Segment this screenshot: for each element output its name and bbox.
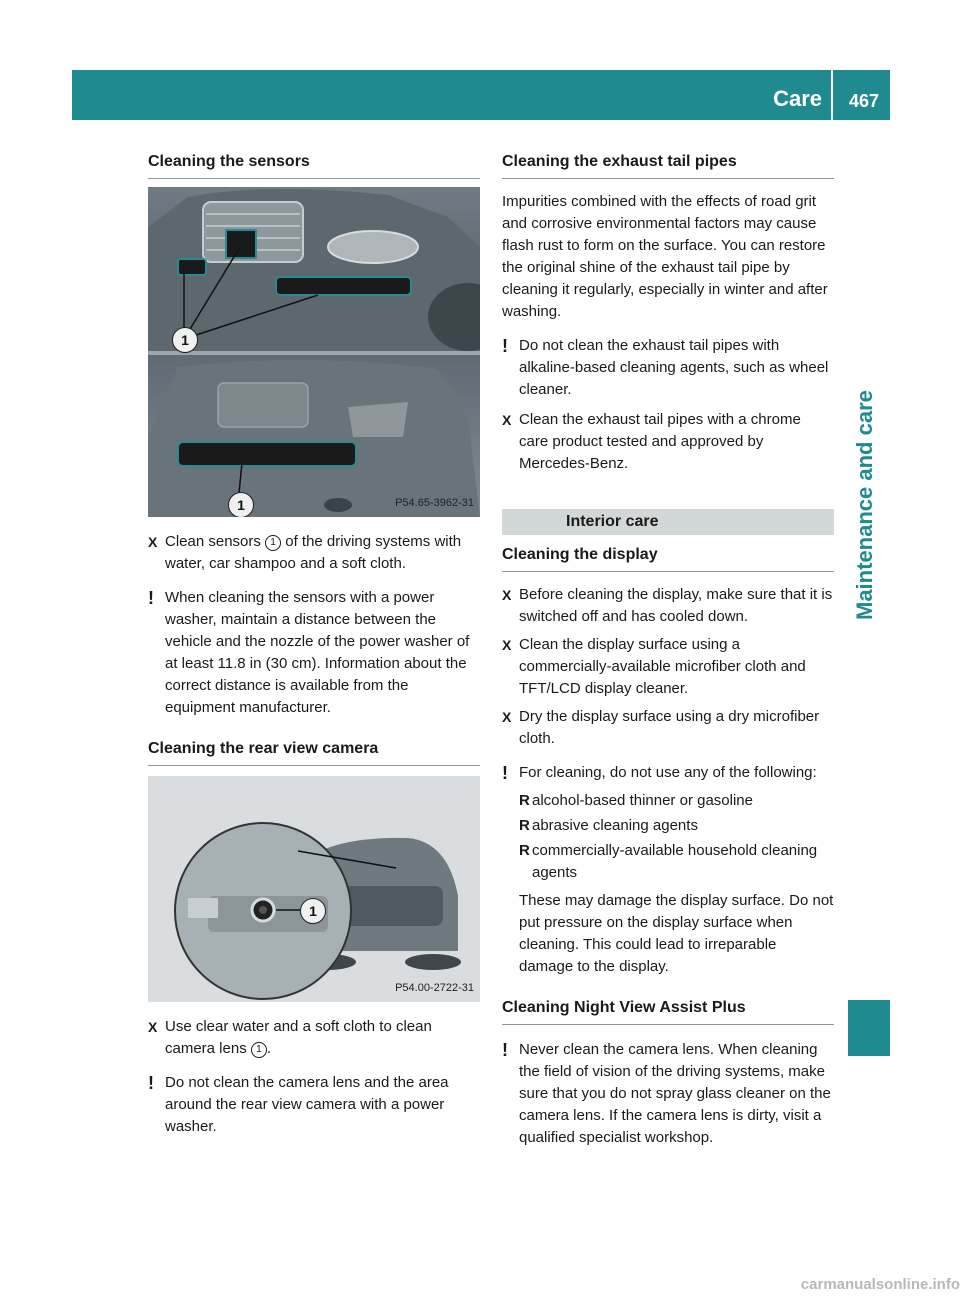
callout-ref-1: 1 <box>251 1042 267 1058</box>
step-marker: X <box>148 1019 158 1035</box>
bullet-marker: R <box>519 817 530 834</box>
chapter-title: Care <box>773 86 822 111</box>
warning-marker: ! <box>148 1073 154 1093</box>
camera-figure-code: P54.00-2722-31 <box>395 982 474 994</box>
warning-sensors-power-washer: ! When cleaning the sensors with a power washer, maintain a distance between the vehicle and the nozzle of the power washer of at least 11.8 in (30 cm). Information about the correct distance is available from the equipment manufacturer. <box>148 588 470 716</box>
camera-figure <box>148 776 480 1002</box>
callout-sensor-rear: 1 <box>228 492 254 517</box>
page-number: 467 <box>848 91 880 111</box>
step-marker: X <box>502 709 512 725</box>
warning-camera-power-washer: ! Do not clean the camera lens and the area around the rear view camera with a power washer. <box>148 1073 449 1135</box>
left-column <box>148 152 480 1138</box>
side-tab-marker <box>848 1000 890 1056</box>
right-column <box>502 152 834 1149</box>
exhaust-intro: Impurities combined with the effects of road grit and corrosive environmental factors may cause flash rust to form on the surface. You can restore the original shine of the exhaust tail pipe by cleaning it regularly, especially in winter and after washing. <box>502 193 828 320</box>
step-marker: X <box>148 534 158 550</box>
warning-exhaust-alkaline: ! Do not clean the exhaust tail pipes with alkaline-based cleaning agents, such as wheel cleaner. <box>502 336 829 398</box>
warning-marker: ! <box>502 763 508 783</box>
bullet-marker: R <box>519 842 530 859</box>
callout-ref-1: 1 <box>265 535 281 551</box>
step-display-3: X Dry the display surface using a dry microfiber cloth. <box>502 708 820 747</box>
heading-cleaning-exhaust: Cleaning the exhaust tail pipes <box>502 152 834 179</box>
warning-marker: ! <box>148 588 154 608</box>
step-display-1: X Before cleaning the display, make sure that it is switched off and has cooled down. <box>502 586 833 625</box>
watermark: carmanualsonline.info <box>800 1276 960 1293</box>
list-item: R abrasive cleaning agents <box>502 815 834 837</box>
heading-cleaning-night-view: Cleaning Night View Assist Plus <box>502 998 834 1025</box>
callout-camera-lens: 1 <box>300 898 326 924</box>
step-display-2: X Clean the display surface using a commercially-available microfiber cloth and TFT/LCD display cleaner. <box>502 636 806 697</box>
sensors-figure-code: P54.65-3962-31 <box>395 497 474 509</box>
heading-cleaning-rear-camera: Cleaning the rear view camera <box>148 739 480 766</box>
warning-night-view-lens: ! Never clean the camera lens. When cleaning the field of vision of the driving systems, make sure that you do not spray glass cleaner on the camera lens. If the camera lens is dirty, visit a qualified specialist workshop. <box>502 1040 831 1146</box>
list-item: R commercially-available household cleaning agents <box>519 842 818 881</box>
heading-cleaning-display: Cleaning the display <box>502 545 834 572</box>
heading-cleaning-sensors: Cleaning the sensors <box>148 152 480 179</box>
step-clean-exhaust: X Clean the exhaust tail pipes with a chrome care product tested and approved by Mercedes-Benz. <box>502 411 801 472</box>
sensors-figure <box>148 187 480 517</box>
step-marker: X <box>502 412 512 428</box>
callout-sensor-front: 1 <box>172 327 198 353</box>
warning-marker: ! <box>502 1040 508 1060</box>
step-clean-sensors: X Clean sensors 1 of the driving systems with water, car shampoo and a soft cloth. <box>148 533 462 572</box>
list-item: R alcohol-based thinner or gasoline <box>502 790 834 812</box>
warning-marker: ! <box>502 336 508 356</box>
display-warning-tail: These may damage the display surface. Do not put pressure on the display surface when cleaning. This could lead to irreparable damage to the display. <box>519 892 834 975</box>
step-marker: X <box>502 587 512 603</box>
step-clean-camera-lens: X Use clear water and a soft cloth to clean camera lens 1 . <box>148 1018 432 1057</box>
step-marker: X <box>502 637 512 653</box>
banner-interior-care: Interior care <box>502 509 834 535</box>
rear-camera-illustration <box>148 776 480 1002</box>
bullet-marker: R <box>519 792 530 809</box>
sensors-illustration <box>148 187 480 517</box>
header-separator <box>831 70 833 120</box>
side-tab-label: Maintenance and care <box>852 390 877 620</box>
warning-display-agents: ! For cleaning, do not use any of the following: <box>502 763 817 783</box>
